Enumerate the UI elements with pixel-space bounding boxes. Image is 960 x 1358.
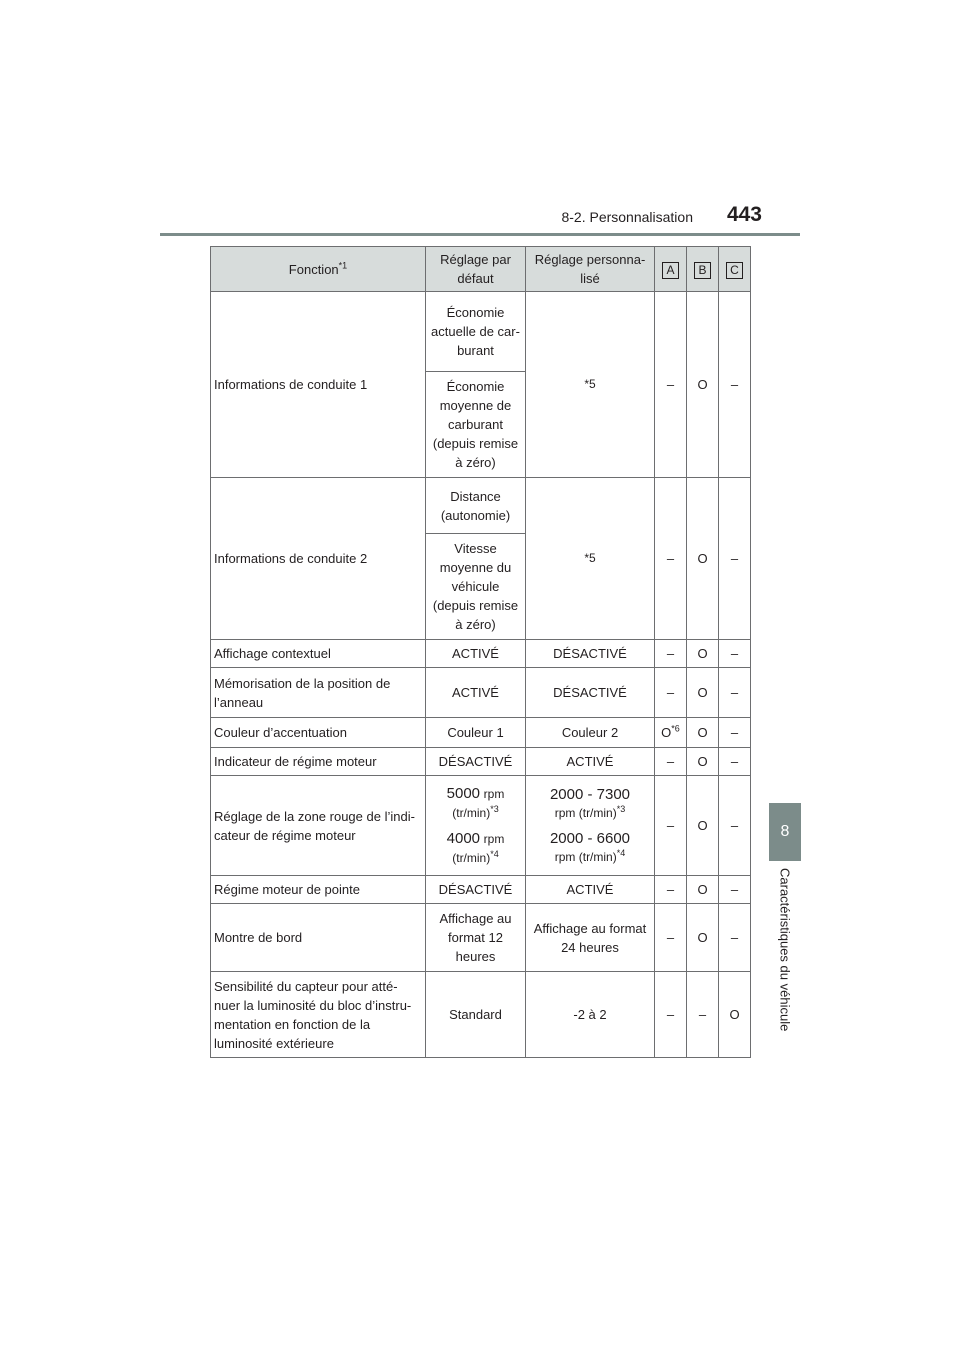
row-a: $O^{*6}$ (655, 718, 687, 748)
footnote-ref: *4 (490, 848, 499, 859)
table-row (211, 904, 751, 972)
table-row (211, 640, 751, 668)
rpm-default-2-unit: $(tr/\min)^{*4}$ (452, 848, 499, 865)
rpm-custom-2: 2000 - 6600 (549, 829, 631, 847)
col-b: B (687, 247, 719, 292)
footnote-ref: *3 (490, 803, 499, 814)
row-default: Affichage au format 12 heures (426, 904, 526, 972)
table-row (211, 668, 751, 718)
row-default: ACTIVÉ (426, 640, 526, 668)
row-default: DÉSACTIVÉ (426, 876, 526, 904)
row-b: O (687, 718, 719, 748)
row-default: Standard (426, 972, 526, 1058)
row-b: O (687, 292, 719, 478)
rpm-default-1-unit: $(tr/\min)^{*3}$ (452, 803, 499, 820)
row-custom (526, 776, 655, 876)
row-a: – (655, 776, 687, 876)
row-custom: DÉSACTIVÉ (526, 668, 655, 718)
table-row (211, 718, 751, 748)
row-function: Couleur d’accentuation (211, 718, 426, 748)
row-b: O (687, 876, 719, 904)
customization-table (210, 246, 751, 1058)
row-b: – (687, 972, 719, 1058)
row-default: Vitesse moyenne du véhicule (depuis remise à zéro) (426, 534, 526, 640)
rpm-custom-2-unit: rpm $(tr/\min)^{*4}$ (554, 847, 626, 864)
chapter-number: 8 (780, 823, 790, 840)
row-function: Sensibilité du capteur pour atté-nuer la luminosité du bloc d’instru-mentation en fonction de la luminosité extérieure (211, 972, 426, 1058)
row-b: O (687, 776, 719, 876)
row-custom: Couleur 2 (526, 718, 655, 748)
header-rule (160, 233, 800, 236)
col-function: Fonction$^{*1}$ (211, 247, 426, 292)
table-header-row (211, 247, 751, 292)
row-function: Mémorisation de la position de l’anneau (211, 668, 426, 718)
row-c: – (719, 478, 751, 640)
table-row (211, 478, 751, 534)
row-default: ACTIVÉ (426, 668, 526, 718)
row-custom: DÉSACTIVÉ (526, 640, 655, 668)
row-default: Économie moyenne de carburant (depuis remise à zéro) (426, 372, 526, 478)
row-function: Affichage contextuel (211, 640, 426, 668)
col-a: A (655, 247, 687, 292)
row-custom: ACTIVÉ (526, 748, 655, 776)
row-custom: *5 (526, 478, 655, 640)
row-c: – (719, 904, 751, 972)
footnote-ref: *3 (616, 803, 626, 814)
row-function: Indicateur de régime moteur (211, 748, 426, 776)
col-custom: Réglage personna-lisé (526, 247, 655, 292)
row-a: – (655, 904, 687, 972)
row-function: Régime moteur de pointe (211, 876, 426, 904)
row-c: – (719, 748, 751, 776)
row-c: – (719, 718, 751, 748)
row-c: – (719, 292, 751, 478)
row-custom: -2 à 2 (526, 972, 655, 1058)
row-b: O (687, 478, 719, 640)
row-default (426, 776, 526, 876)
row-custom: ACTIVÉ (526, 876, 655, 904)
table-row (211, 292, 751, 372)
col-default: Réglage par défaut (426, 247, 526, 292)
row-a: – (655, 478, 687, 640)
row-function: Informations de conduite 2 (211, 478, 426, 640)
row-default: DÉSACTIVÉ (426, 748, 526, 776)
row-a: – (655, 668, 687, 718)
row-a: – (655, 292, 687, 478)
row-function: Réglage de la zone rouge de l’indi-cateur de régime moteur (211, 776, 426, 876)
row-function: Montre de bord (211, 904, 426, 972)
row-b: O (687, 904, 719, 972)
row-b: O (687, 748, 719, 776)
rpm-custom-1: 2000 - 7300 (549, 785, 631, 803)
row-a: – (655, 972, 687, 1058)
rpm-default-2: 4000 rpm (446, 829, 505, 847)
footnote-ref: *6 (671, 723, 680, 734)
row-b: O (687, 668, 719, 718)
footnote-ref: *1 (338, 260, 348, 271)
row-a: – (655, 640, 687, 668)
section-title: 8-2. Personnalisation (561, 209, 693, 225)
table-row (211, 876, 751, 904)
row-default: Économie actuelle de car-burant (426, 292, 526, 372)
rpm-default-1: 5000 rpm (446, 784, 505, 802)
row-function: Informations de conduite 1 (211, 292, 426, 478)
col-c: C (719, 247, 751, 292)
chapter-tab (769, 803, 801, 861)
footnote-ref: *4 (616, 847, 626, 858)
row-b: O (687, 640, 719, 668)
row-default: Distance (autonomie) (426, 478, 526, 534)
row-c: – (719, 876, 751, 904)
chapter-title: Caractéristiques du véhicule (777, 868, 793, 1032)
row-c: – (719, 776, 751, 876)
row-custom: *5 (526, 292, 655, 478)
table-row (211, 972, 751, 1058)
table-row (211, 748, 751, 776)
row-c: – (719, 668, 751, 718)
row-c: O (719, 972, 751, 1058)
table-row (211, 776, 751, 876)
page-number: 443 (726, 203, 762, 226)
row-default: Couleur 1 (426, 718, 526, 748)
row-custom: Affichage au format 24 heures (526, 904, 655, 972)
row-c: – (719, 640, 751, 668)
row-a: – (655, 876, 687, 904)
row-a: – (655, 748, 687, 776)
rpm-custom-1-unit: rpm $(tr/\min)^{*3}$ (554, 803, 626, 820)
